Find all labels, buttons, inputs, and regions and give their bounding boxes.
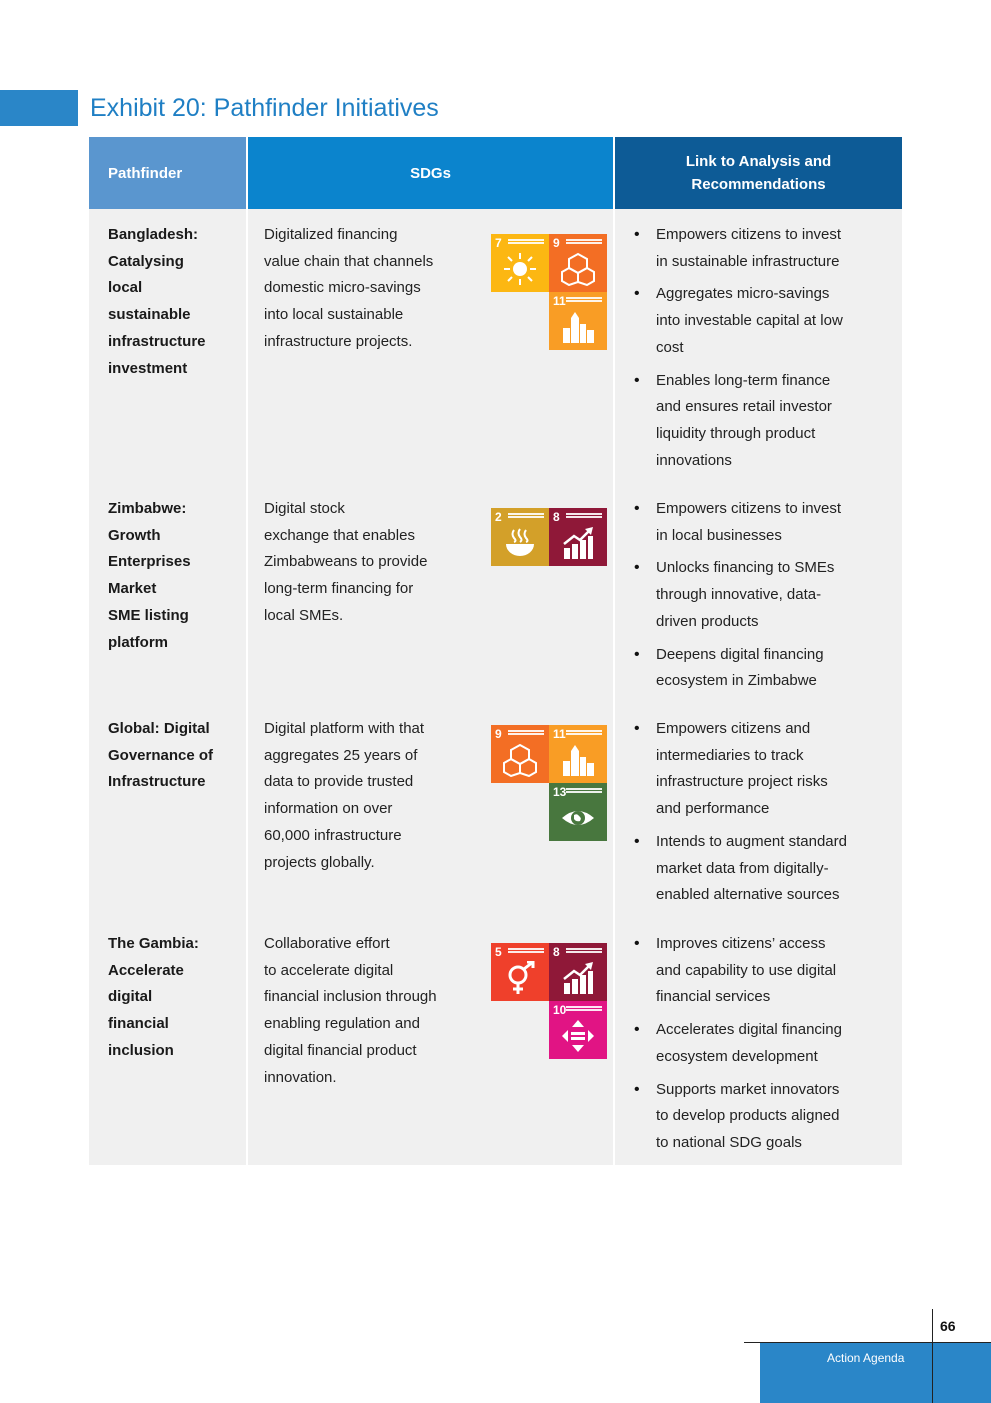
sdg-tile <box>549 292 607 350</box>
recommendation-list <box>615 918 902 1157</box>
table-header <box>89 137 902 209</box>
footer-vertical-divider <box>932 1309 933 1403</box>
sdg-cell <box>248 703 613 918</box>
sdg-number: 11 <box>553 727 566 741</box>
initiative-description: Digitalized financing value chain that channels domestic micro-savings into local sustainable infrastructure projects. <box>264 226 434 350</box>
list-item: • Unlocks financing to SMEs through innovative, data- driven products <box>656 555 902 635</box>
initiative-description: Digital platform with that aggregates 25 years of data to provide trusted information on over 60,000 infrastructure projects globally. <box>264 720 425 871</box>
header-pathfinder: Pathfinder <box>89 137 246 209</box>
city-icon <box>561 743 595 777</box>
sdg-number: 11 <box>553 294 566 308</box>
cubes-icon <box>561 252 595 286</box>
initiative-description: Collaborative effort to accelerate digital financial inclusion through enabling regulation and digital financial product innovation. <box>264 935 437 1086</box>
pathfinder-name: The Gambia: Accelerate digital financial inclusion <box>108 935 199 1059</box>
sdg-cell <box>248 918 613 1165</box>
list-item: • Empowers citizens to invest in local businesses <box>656 496 902 549</box>
sdg-number: 2 <box>495 510 502 524</box>
link-column <box>615 209 902 1165</box>
sdg-tile <box>549 234 607 292</box>
list-item: • Accelerates digital financing ecosystem development <box>656 1017 902 1070</box>
header-link-label: Link to Analysis and Recommendations <box>685 153 832 193</box>
sdg-number: 10 <box>553 1003 567 1017</box>
pathfinder-name: Bangladesh: Catalysing local sustainable infrastructure investment <box>108 226 206 377</box>
recommendation-list <box>615 483 902 695</box>
sdg-number: 7 <box>495 236 502 250</box>
city-icon <box>561 310 595 344</box>
recommendation-list <box>615 703 902 909</box>
sdg-number: 9 <box>495 727 502 741</box>
list-item: • Enables long-term finance and ensures retail investor liquidity through product innovations <box>656 368 902 475</box>
sdg-tile <box>491 725 549 783</box>
sdg-cell <box>248 209 613 483</box>
header-link <box>615 137 902 209</box>
pathfinder-name: Zimbabwe: Growth Enterprises Market SME listing platform <box>108 500 191 651</box>
eye-globe-icon <box>561 801 595 835</box>
sdgs-column <box>248 209 613 1165</box>
sdg-tile <box>491 234 549 292</box>
list-item: • Intends to augment standard market data from digitally- enabled alternative sources <box>656 829 902 909</box>
sdg-tile <box>549 725 607 783</box>
list-item: • Aggregates micro-savings into investable capital at low cost <box>656 281 902 361</box>
gender-icon <box>503 961 537 995</box>
equality-arrows-icon <box>561 1019 595 1053</box>
list-item: • Deepens digital financing ecosystem in Zimbabwe <box>656 642 902 695</box>
list-item: • Supports market innovators to develop products aligned to national SDG goals <box>656 1077 902 1157</box>
list-item: • Empowers citizens and intermediaries to track infrastructure project risks and performance <box>656 716 902 823</box>
header-sdgs: SDGs <box>248 137 613 209</box>
sdg-number: 9 <box>553 236 560 250</box>
sdg-tile <box>491 943 549 1001</box>
initiative-description: Digital stock exchange that enables Zimbabweans to provide long-term financing for local SMEs. <box>264 500 428 624</box>
sdg-tile <box>491 508 549 566</box>
sdg-tile <box>549 943 607 1001</box>
sdg-tile <box>549 783 607 841</box>
recommendation-list <box>615 209 902 474</box>
pathfinder-column <box>89 209 246 1165</box>
list-item: • Improves citizens’ access and capability to use digital financial services <box>656 931 902 1011</box>
growth-chart-icon <box>561 526 595 560</box>
page-number: 66 <box>940 1318 956 1334</box>
page-title: Exhibit 20: Pathfinder Initiatives <box>90 94 439 122</box>
table-body <box>89 209 902 1165</box>
sdg-tile <box>549 1001 607 1059</box>
bowl-icon <box>503 526 537 560</box>
sdg-number: 8 <box>553 510 560 524</box>
title-accent-bar <box>0 90 78 126</box>
list-item: • Empowers citizens to invest in sustainable infrastructure <box>656 222 902 275</box>
sdg-tile <box>549 508 607 566</box>
growth-chart-icon <box>561 961 595 995</box>
sdg-number: 8 <box>553 945 560 959</box>
footer-section-label: Action Agenda <box>827 1351 905 1365</box>
sdg-cell <box>248 483 613 703</box>
sdg-number: 13 <box>553 785 567 799</box>
pathfinder-name: Global: Digital Governance of Infrastructure <box>108 720 214 791</box>
pathfinder-table <box>89 137 902 1165</box>
sdg-number: 5 <box>495 945 502 959</box>
cubes-icon <box>503 743 537 777</box>
sun-icon <box>503 252 537 286</box>
